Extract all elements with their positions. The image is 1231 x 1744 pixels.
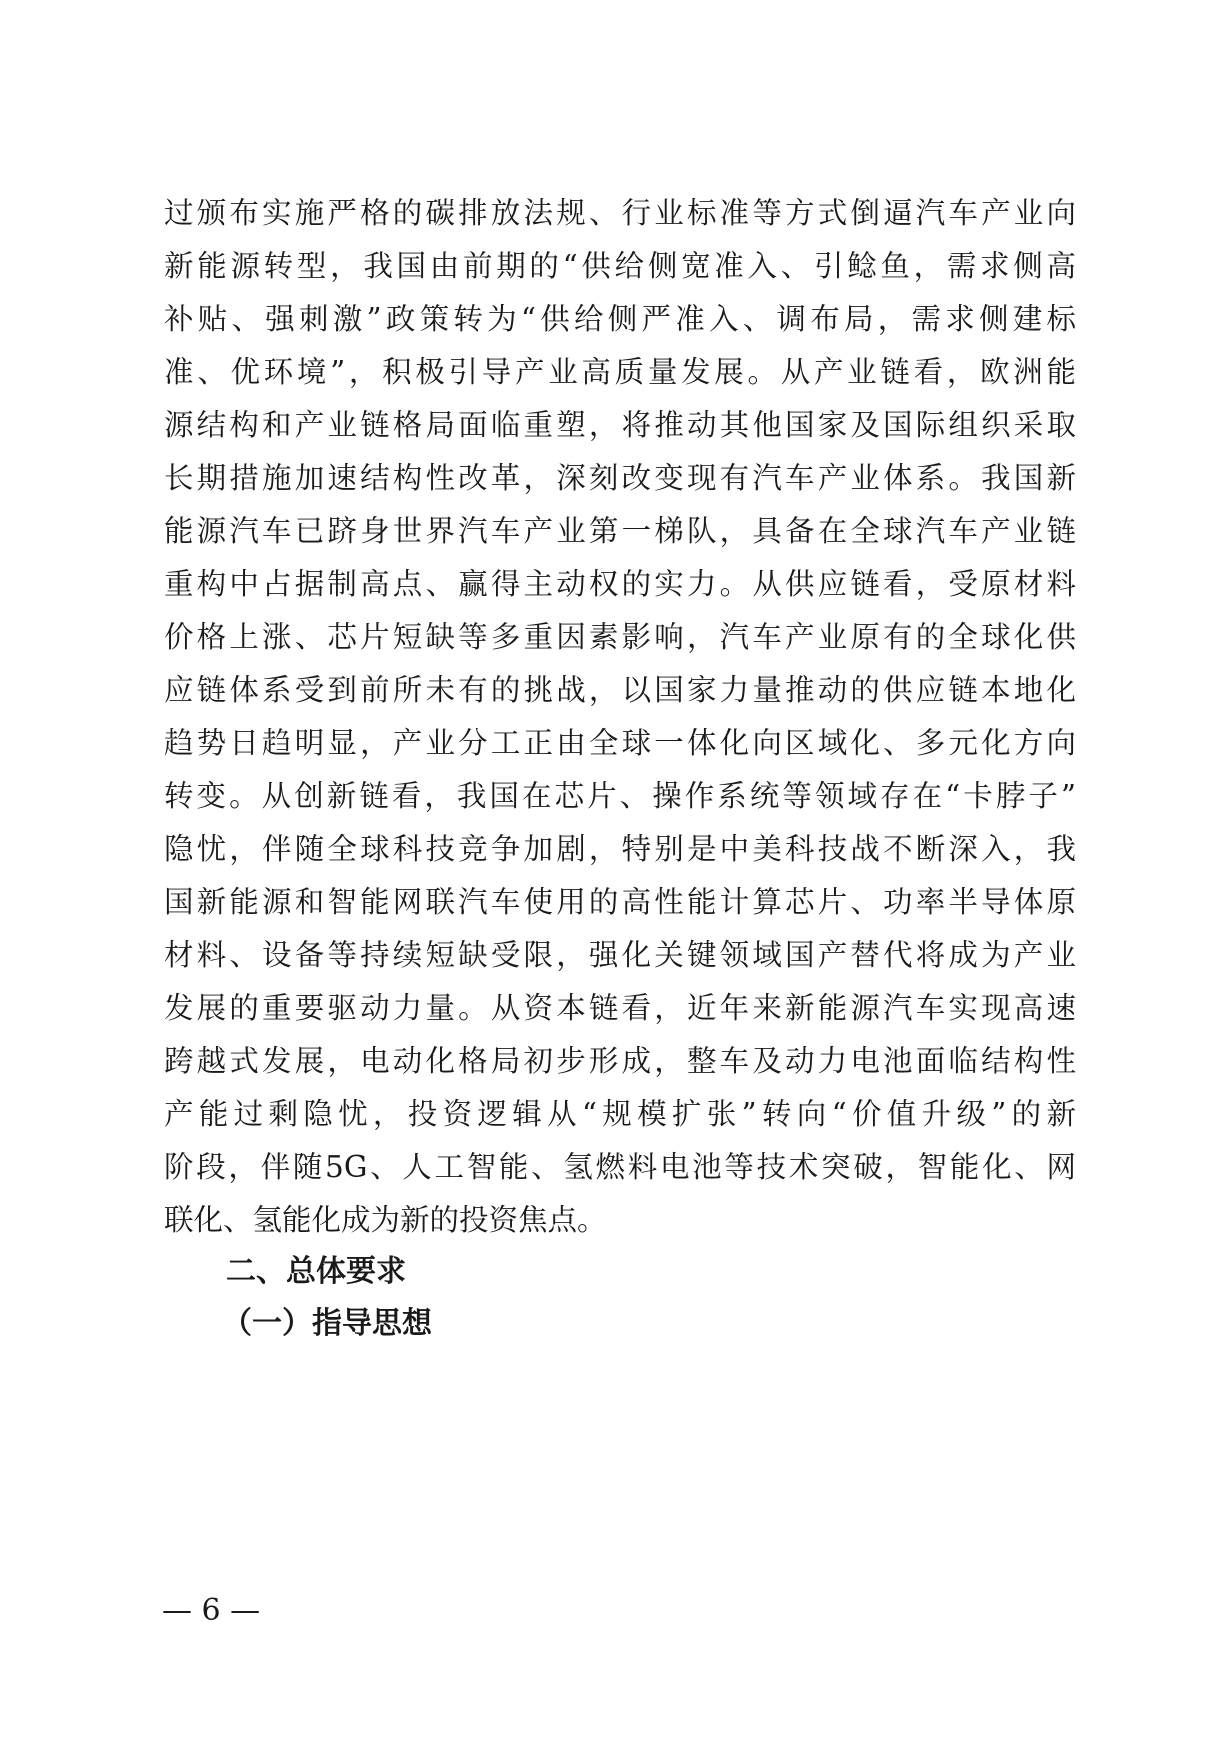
- paragraph-line: 新能源转型，我国由前期的“供给侧宽准入、引鲶鱼，需求侧高: [164, 249, 1076, 283]
- paragraph-line: 准、优环境”，积极引导产业高质量发展。从产业链看，欧洲能: [164, 355, 1076, 389]
- paragraph-line: 转变。从创新链看，我国在芯片、操作系统等领域存在“卡脖子”: [164, 779, 1076, 813]
- paragraph-line: 产能过剩隐忧，投资逻辑从“规模扩张”转向“价值升级”的新: [164, 1097, 1076, 1131]
- paragraph-line: 能源汽车已跻身世界汽车产业第一梯队，具备在全球汽车产业链: [164, 514, 1076, 548]
- paragraph-line: 跨越式发展，电动化格局初步形成，整车及动力电池面临结构性: [164, 1044, 1076, 1078]
- paragraph-line: 隐忧，伴随全球科技竞争加剧，特别是中美科技战不断深入，我: [164, 832, 1076, 866]
- paragraph-line-last: 联化、氢能化成为新的投资焦点。: [164, 1203, 607, 1237]
- paragraph-line: 重构中占据制高点、赢得主动权的实力。从供应链看，受原材料: [164, 567, 1076, 601]
- section-heading: 二、总体要求: [226, 1254, 406, 1289]
- paragraph-line: 发展的重要驱动力量。从资本链看，近年来新能源汽车实现高速: [164, 991, 1076, 1025]
- paragraph-line: 补贴、强刺激”政策转为“供给侧严准入、调布局，需求侧建标: [164, 302, 1076, 336]
- paragraph-line: 长期措施加速结构性改革，深刻改变现有汽车产业体系。我国新: [164, 461, 1076, 495]
- paragraph-line: 材料、设备等持续短缺受限，强化关键领域国产替代将成为产业: [164, 938, 1076, 972]
- paragraph-line: 趋势日趋明显，产业分工正由全球一体化向区域化、多元化方向: [164, 726, 1076, 760]
- paragraph-line: 国新能源和智能网联汽车使用的高性能计算芯片、功率半导体原: [164, 885, 1076, 919]
- paragraph-line: 价格上涨、芯片短缺等多重因素影响，汽车产业原有的全球化供: [164, 620, 1076, 654]
- paragraph-line: 过颁布实施严格的碳排放法规、行业标准等方式倒逼汽车产业向: [164, 196, 1076, 230]
- paragraph-line: 源结构和产业链格局面临重塑，将推动其他国家及国际组织采取: [164, 408, 1076, 442]
- page-number: — 6 —: [162, 1593, 261, 1628]
- subsection-heading: （一）指导思想: [222, 1306, 432, 1341]
- paragraph-line: 阶段，伴随5G、人工智能、氢燃料电池等技术突破，智能化、网: [164, 1150, 1076, 1184]
- paragraph-line: 应链体系受到前所未有的挑战，以国家力量推动的供应链本地化: [164, 673, 1076, 707]
